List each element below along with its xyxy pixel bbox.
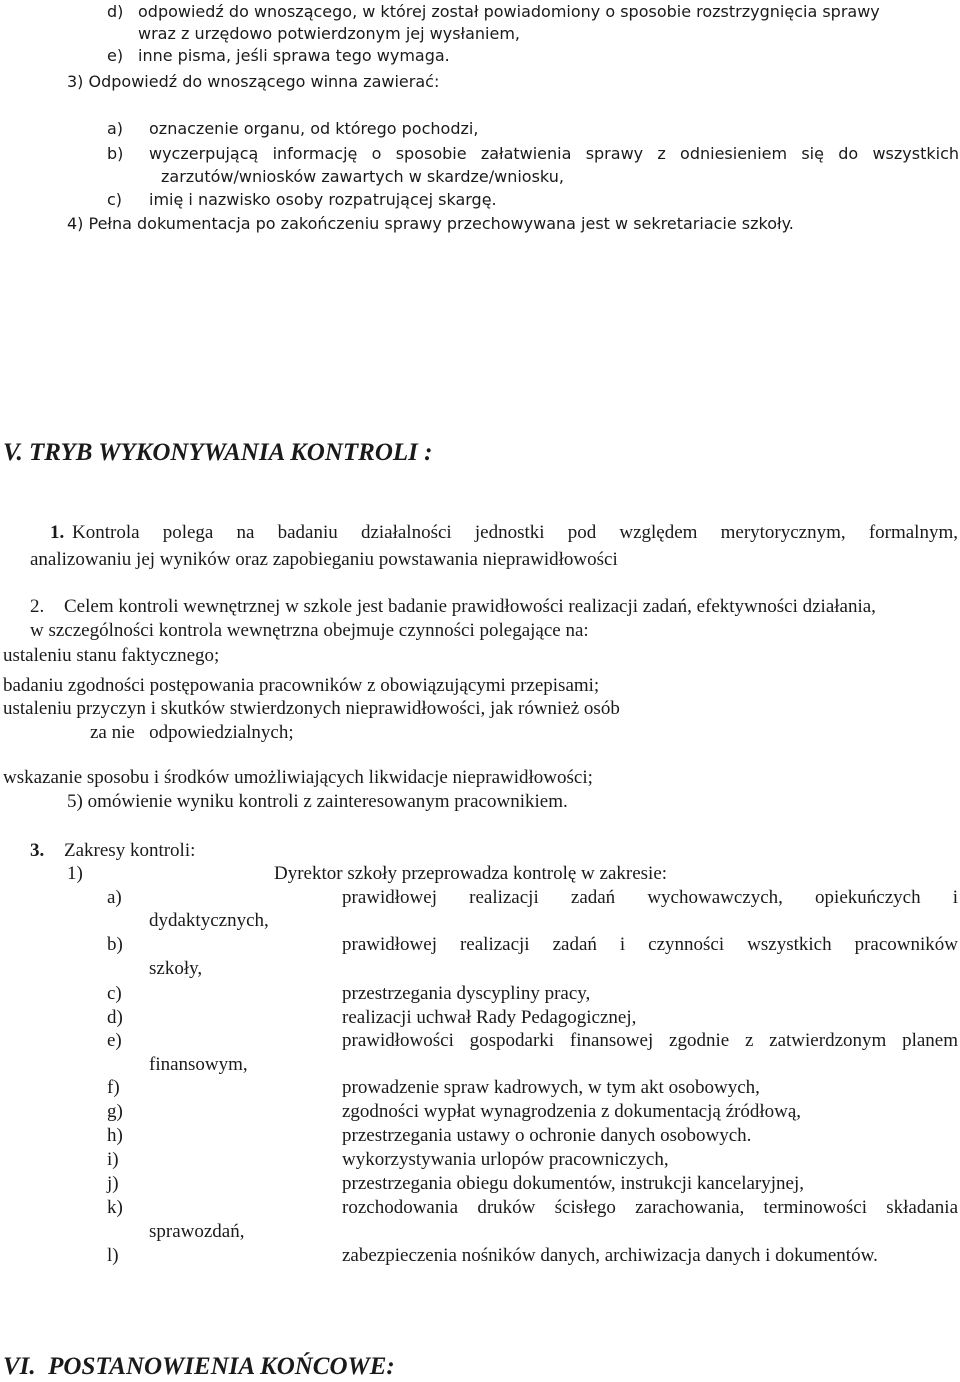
scope-marker-i: i)	[107, 1149, 119, 1170]
scope-marker-e: e)	[107, 1030, 122, 1051]
scope-item-k: rozchodowania druków ścisłego zarachowania, terminowości składania	[342, 1197, 958, 1218]
sub-point-1-marker: 1)	[67, 863, 83, 884]
list-item-b: wyczerpującą informację o sposobie załatwienia sprawy z odniesieniem się do wszystkich	[149, 144, 959, 163]
control-item-1: ustaleniu stanu faktycznego;	[3, 645, 220, 666]
scope-marker-a: a)	[107, 887, 122, 908]
section-heading-vi: VI. POSTANOWIENIA KOŃCOWE:	[3, 1353, 395, 1380]
scope-item-l: zabezpieczenia nośników danych, archiwizacja danych i dokumentów.	[342, 1245, 878, 1266]
list-item-a: oznaczenie organu, od którego pochodzi,	[149, 119, 479, 138]
point3-intro: 3) Odpowiedź do wnoszącego winna zawierać:	[67, 72, 440, 91]
paragraph-number-3: 3.	[30, 840, 45, 861]
sub-point-1-text: Dyrektor szkoły przeprowadza kontrolę w zakresie:	[274, 863, 668, 884]
control-item-3: ustaleniu przyczyn i skutków stwierdzonych nieprawidłowości, jak również osób	[3, 698, 620, 719]
paragraph-1-line2: analizowaniu jej wyników oraz zapobieganiu powstawania nieprawidłowości	[30, 549, 618, 570]
list-marker-e: e)	[107, 46, 124, 65]
scope-item-e: prawidłowości gospodarki finansowej zgodnie z zatwierdzonym planem	[342, 1030, 958, 1051]
scope-item-i: wykorzystywania urlopów pracowniczych,	[342, 1149, 669, 1170]
scope-item-k-cont: sprawozdań,	[149, 1221, 245, 1242]
list-item-c: imię i nazwisko osoby rozpatrującej skargę.	[149, 190, 497, 209]
scope-marker-k: k)	[107, 1197, 123, 1218]
list-item-b-cont: zarzutów/wniosków zawartych w skardze/wniosku,	[161, 167, 564, 186]
section-heading-v: V. TRYB WYKONYWANIA KONTROLI :	[3, 439, 433, 466]
scope-item-b: prawidłowej realizacji zadań i czynności wszystkich pracowników	[342, 934, 958, 955]
list-item-d-cont: wraz z urzędowo potwierdzonym jej wysłaniem,	[138, 24, 520, 43]
scope-marker-g: g)	[107, 1101, 123, 1122]
list-marker-b: b)	[107, 144, 124, 163]
scope-marker-b: b)	[107, 934, 123, 955]
paragraph-number-1: 1.	[50, 522, 65, 543]
scope-marker-c: c)	[107, 983, 122, 1004]
scope-marker-h: h)	[107, 1125, 123, 1146]
scope-item-g: zgodności wypłat wynagrodzenia z dokumentacją źródłową,	[342, 1101, 802, 1122]
scope-marker-l: l)	[107, 1245, 119, 1266]
scope-item-f: prowadzenie spraw kadrowych, w tym akt osobowych,	[342, 1077, 760, 1098]
paragraph-3-title: Zakresy kontroli:	[64, 840, 196, 861]
point4: 4) Pełna dokumentacja po zakończeniu sprawy przechowywana jest w sekretariacie szkoły.	[67, 214, 794, 233]
scope-item-e-cont: finansowym,	[149, 1054, 248, 1075]
scope-item-b-cont: szkoły,	[149, 958, 203, 979]
scope-item-d: realizacji uchwał Rady Pedagogicznej,	[342, 1007, 637, 1028]
scope-item-a: prawidłowej realizacji zadań wychowawczych, opiekuńczych i	[342, 887, 958, 908]
list-item-e: inne pisma, jeśli sprawa tego wymaga.	[138, 46, 450, 65]
list-marker-a: a)	[107, 119, 124, 138]
list-marker-d: d)	[107, 2, 124, 21]
control-item-5: 5) omówienie wyniku kontroli z zainteresowanym pracownikiem.	[67, 791, 568, 812]
control-item-4: wskazanie sposobu i środków umożliwiających likwidacje nieprawidłowości;	[3, 767, 593, 788]
scope-item-a-cont: dydaktycznych,	[149, 910, 269, 931]
scope-item-c: przestrzegania dyscypliny pracy,	[342, 983, 591, 1004]
control-item-2: badaniu zgodności postępowania pracowników z obowiązującymi przepisami;	[3, 675, 600, 696]
scope-marker-j: j)	[107, 1173, 119, 1194]
scope-item-h: przestrzegania ustawy o ochronie danych osobowych.	[342, 1125, 752, 1146]
paragraph-2-line1: Celem kontroli wewnętrznej w szkole jest badanie prawidłowości realizacji zadań, efektywności działania,	[64, 596, 876, 617]
scope-marker-f: f)	[107, 1077, 120, 1098]
scope-item-j: przestrzegania obiegu dokumentów, instrukcji kancelaryjnej,	[342, 1173, 804, 1194]
paragraph-2-line2: w szczególności kontrola wewnętrzna obejmuje czynności polegające na:	[30, 620, 589, 641]
scope-marker-d: d)	[107, 1007, 123, 1028]
control-item-3-cont: za nie odpowiedzialnych;	[90, 722, 294, 743]
list-marker-c: c)	[107, 190, 123, 209]
list-item-d: odpowiedź do wnoszącego, w której został powiadomiony o sposobie rozstrzygnięcia sprawy	[138, 2, 880, 21]
paragraph-number-2: 2.	[30, 596, 45, 617]
paragraph-1-line1: Kontrola polega na badaniu działalności jednostki pod względem merytorycznym, formalnym,	[72, 522, 958, 543]
